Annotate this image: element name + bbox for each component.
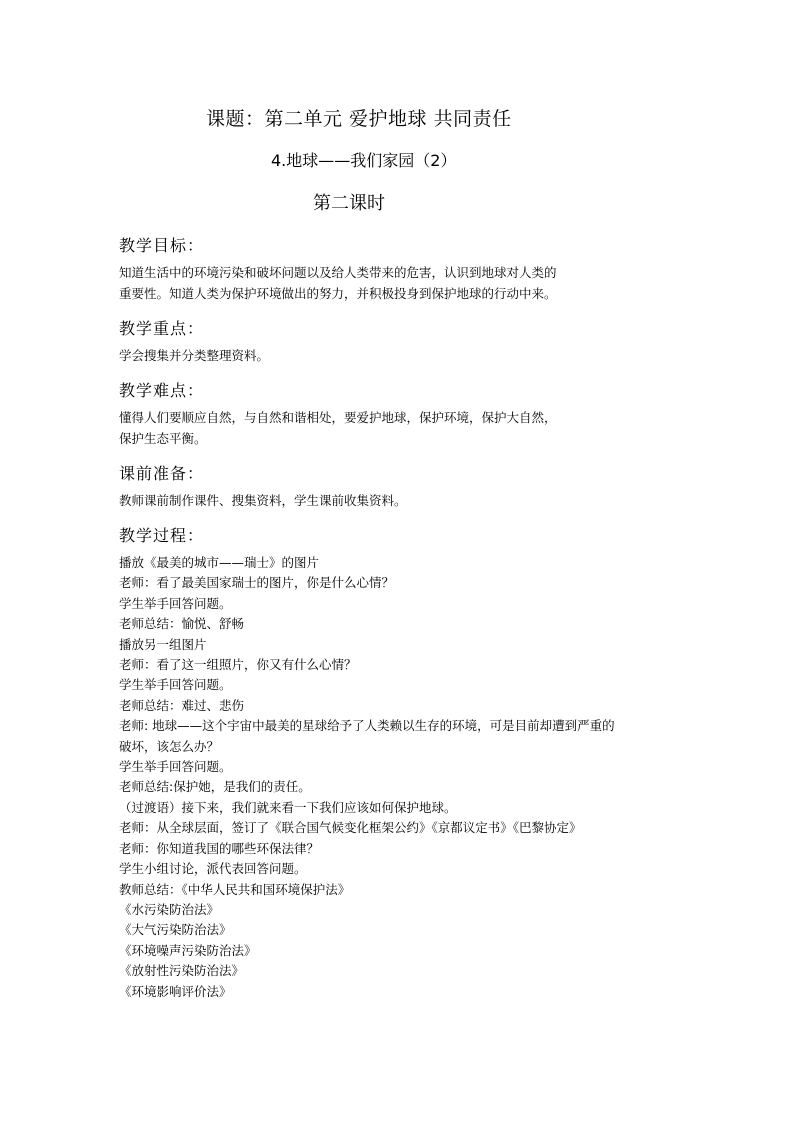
text-line: 学会搜集并分类整理资料。	[119, 348, 270, 363]
process-line: 学生小组讨论，派代表回答问题。	[119, 861, 307, 877]
process-line: 破坏，该怎么办？	[119, 738, 220, 754]
process-line: 播放另一组图片	[119, 636, 207, 652]
lesson-period: 第二课时	[313, 193, 385, 214]
lesson-subtitle: 4.地球——我们家园（2）	[271, 151, 457, 170]
process-line: 老师: 地球——这个宇宙中最美的星球给予了人类赖以生存的环境，可是目前却遭到严重的	[119, 718, 615, 734]
process-line: （过渡语）接下来，我们就来看一下我们应该如何保护地球。	[119, 799, 457, 815]
text-line: 重要性。知道人类为保护环境做出的努力，并积极投身到保护地球的行动中来。	[119, 285, 557, 301]
preparation-heading: 课前准备：	[119, 464, 205, 483]
process-line: 《大气污染防治法》	[119, 922, 232, 938]
process-line: 老师总结：愉悦、舒畅	[119, 616, 245, 632]
process-line: 学生举手回答问题。	[119, 595, 232, 611]
key-points-heading: 教学重点：	[119, 319, 205, 338]
process-line: 《环境影响评价法》	[119, 983, 232, 999]
key-points-text	[119, 346, 689, 367]
process-line: 老师：你知道我国的哪些环保法律？	[119, 840, 320, 856]
text-line: 保护生态平衡。	[119, 430, 207, 446]
preparation-text	[119, 491, 689, 512]
process-line: 《水污染防治法》	[119, 901, 220, 917]
process-line: 老师：看了最美国家瑞士的图片，你是什么心情？	[119, 575, 395, 591]
process-line: 老师：看了这一组照片，你又有什么心情？	[119, 657, 357, 673]
text-line: 知道生活中的环境污染和破坏问题以及给人类带来的危害，认识到地球对人类的	[119, 265, 557, 280]
difficulties-text	[119, 408, 689, 449]
process-text	[119, 553, 699, 1002]
page-title: 课题：第二单元 爱护地球 共同责任	[206, 108, 512, 130]
process-line: 老师：从全球层面，签订了《联合国气候变化框架公约》《京都议定书》《巴黎协定》	[119, 820, 582, 836]
process-heading: 教学过程：	[119, 526, 205, 545]
process-line: 学生举手回答问题。	[119, 677, 232, 693]
text-line: 懂得人们要顺应自然，与自然和谐相处，要爱护地球，保护环境，保护大自然，	[119, 410, 557, 425]
process-line: 教师总结：《中华人民共和国环境保护法》	[119, 881, 351, 897]
process-line: 《环境噪声污染防治法》	[119, 942, 257, 958]
process-line: 播放《最美的城市——瑞士》的图片	[119, 555, 320, 570]
objectives-heading: 教学目标：	[119, 236, 205, 255]
process-line: 老师总结：难过、悲伤	[119, 697, 245, 713]
text-line: 教师课前制作课件、搜集资料，学生课前收集资料。	[119, 493, 407, 508]
process-line: 《放射性污染防治法》	[119, 963, 245, 979]
process-line: 学生举手回答问题。	[119, 759, 232, 775]
process-line: 老师总结:保护她，是我们的责任。	[119, 779, 311, 795]
difficulties-heading: 教学难点：	[119, 381, 205, 400]
objectives-text	[119, 263, 689, 304]
